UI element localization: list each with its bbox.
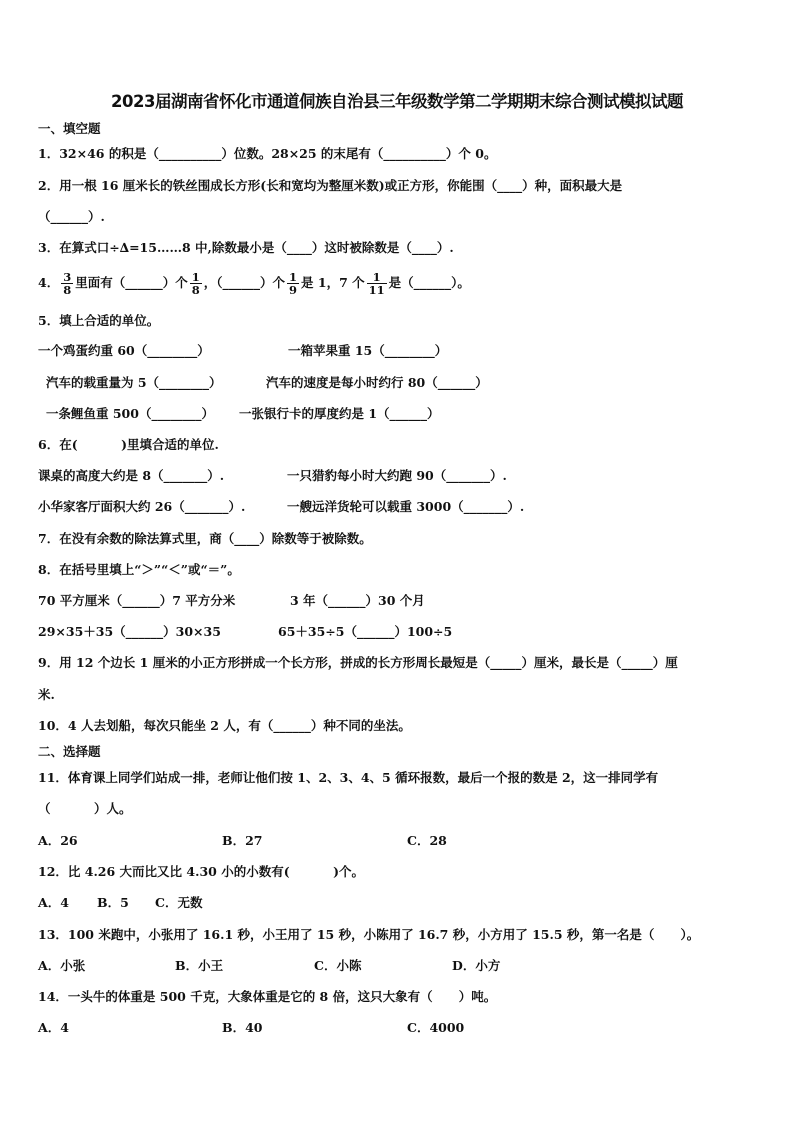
fraction-1-8 bbox=[190, 271, 202, 296]
question-9-line1: 9．用 12 个边长 1 厘米的小正方形拼成一个长方形，拼成的长方形周长最短是（_____）厘米，最长是（_____）厘 bbox=[38, 655, 678, 670]
fraction-denominator: 8 bbox=[63, 283, 72, 297]
question-10: 10．4 人去划船，每次只能坐 2 人，有（______）种不同的坐法。 bbox=[38, 718, 411, 733]
fraction-numerator: 1 bbox=[367, 271, 387, 284]
q4-text-3: 是 1，7 个 bbox=[301, 275, 365, 290]
question-5-item-e: 一条鲤鱼重 500（________） bbox=[46, 406, 214, 421]
question-14-option-b: B．40 bbox=[222, 1020, 263, 1035]
q4-prefix: 4． bbox=[38, 275, 60, 290]
question-14-option-c: C．4000 bbox=[407, 1020, 465, 1035]
question-11-line1: 11．体育课上同学们站成一排，老师让他们按 1、2、3、4、5 循环报数，最后一个报的数是 2，这一排同学有 bbox=[38, 770, 659, 785]
question-7: 7．在没有余数的除法算式里，商（____）除数等于被除数。 bbox=[38, 531, 372, 546]
question-5-item-b: 一箱苹果重 15（________） bbox=[288, 343, 448, 358]
question-12-option-b: B．5 bbox=[97, 895, 129, 910]
question-6: 6．在( )里填合适的单位. bbox=[38, 437, 219, 452]
question-2-line2: （______）. bbox=[38, 209, 105, 224]
question-8-item-a: 70 平方厘米（______）7 平方分米 bbox=[38, 593, 236, 608]
fraction-numerator: 3 bbox=[63, 270, 72, 284]
question-5-item-a: 一个鸡蛋约重 60（________） bbox=[38, 343, 210, 358]
q4-text-2: ，（______）个 bbox=[203, 275, 286, 290]
question-6-item-d: 一艘远洋货轮可以载重 3000（_______）. bbox=[287, 499, 525, 514]
question-12-option-a: A．4 bbox=[38, 895, 69, 910]
question-13: 13．100 米跑中，小张用了 16.1 秒，小王用了 15 秒，小陈用了 16.7 秒，小方用了 15.5 秒，第一名是（ ）。 bbox=[38, 927, 700, 942]
question-5-item-f: 一张银行卡的厚度约是 1（______） bbox=[239, 406, 440, 421]
question-12: 12．比 4.26 大而比又比 4.30 小的小数有( )个。 bbox=[38, 864, 365, 879]
question-11-option-b: B．27 bbox=[222, 833, 263, 848]
page-title: 2023届湖南省怀化市通道侗族自治县三年级数学第二学期期末综合测试模拟试题 bbox=[111, 92, 683, 111]
question-8-item-b: 3 年（______）30 个月 bbox=[290, 593, 425, 608]
question-14-option-a: A．4 bbox=[38, 1020, 69, 1035]
fraction-3-8 bbox=[61, 271, 73, 296]
question-11-line2: （ ）人。 bbox=[38, 801, 132, 816]
fraction-numerator: 1 bbox=[191, 270, 200, 284]
question-6-item-b: 一只猎豹每小时大约跑 90（_______）. bbox=[287, 468, 507, 483]
q4-text-4: 是（______）。 bbox=[388, 275, 470, 290]
question-1: 1．32×46 的积是（__________）位数。28×25 的末尾有（__________）个 0。 bbox=[38, 146, 497, 161]
question-14: 14．一头牛的体重是 500 千克，大象体重是它的 8 倍，这只大象有（ ）吨。 bbox=[38, 989, 497, 1004]
question-11-option-c: C．28 bbox=[407, 833, 447, 848]
question-8-item-c: 29×35＋35（______）30×35 bbox=[38, 624, 221, 639]
question-8-item-d: 65＋35÷5（______）100÷5 bbox=[278, 624, 453, 639]
fraction-1-9 bbox=[287, 271, 299, 296]
fraction-1-11 bbox=[367, 271, 387, 296]
question-13-option-b: B．小王 bbox=[175, 958, 224, 973]
fraction-denominator: 8 bbox=[191, 283, 200, 297]
question-13-option-d: D．小方 bbox=[452, 958, 501, 973]
question-8: 8．在括号里填上“＞”“＜”或“＝”。 bbox=[38, 562, 240, 577]
question-2-line1: 2．用一根 16 厘米长的铁丝围成长方形(长和宽均为整厘米数)或正方形，你能围（____）种，面积最大是 bbox=[38, 178, 623, 193]
q4-text-1: 里面有（______）个 bbox=[75, 275, 188, 290]
fraction-denominator: 11 bbox=[368, 283, 385, 297]
question-9-line2: 米. bbox=[38, 687, 55, 702]
question-3: 3．在算式口÷∆=15……8 中,除数最小是（____）这时被除数是（____）. bbox=[38, 240, 454, 255]
section-choice: 二、选择题 bbox=[38, 744, 101, 759]
section-fill-blank: 一、填空题 bbox=[38, 121, 101, 136]
question-4 bbox=[38, 268, 470, 298]
question-6-item-c: 小华家客厅面积大约 26（_______）. bbox=[38, 499, 246, 514]
question-13-option-a: A．小张 bbox=[38, 958, 86, 973]
question-5: 5．填上合适的单位。 bbox=[38, 313, 160, 328]
question-6-item-a: 课桌的高度大约是 8（_______）. bbox=[38, 468, 225, 483]
question-5-item-c: 汽车的载重量为 5（________） bbox=[46, 375, 222, 390]
fraction-numerator: 1 bbox=[289, 270, 298, 284]
question-12-option-c: C．无数 bbox=[155, 895, 203, 910]
fraction-denominator: 9 bbox=[289, 283, 298, 297]
question-13-option-c: C．小陈 bbox=[314, 958, 362, 973]
question-11-option-a: A．26 bbox=[38, 833, 78, 848]
question-5-item-d: 汽车的速度是每小时约行 80（______） bbox=[266, 375, 488, 390]
